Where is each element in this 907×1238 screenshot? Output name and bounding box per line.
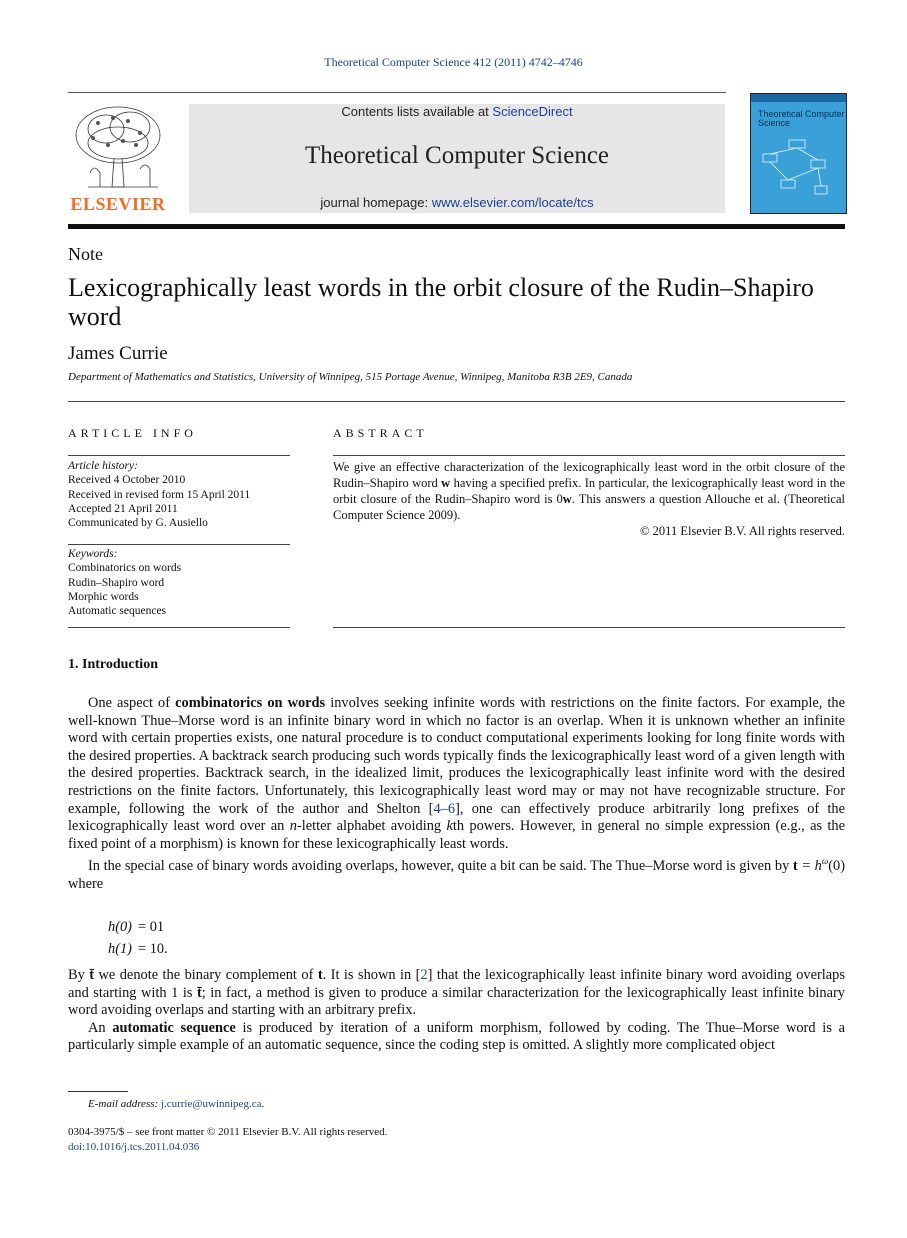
publisher-wordmark: ELSEVIER — [70, 194, 166, 214]
doi-link[interactable]: doi:10.1016/j.tcs.2011.04.036 — [68, 1141, 200, 1153]
article-history — [68, 459, 290, 530]
abstract-heading: ABSTRACT — [333, 426, 428, 440]
email-link[interactable]: j.currie@uwinnipeg.ca — [160, 1098, 262, 1110]
sciencedirect-link[interactable]: ScienceDirect — [492, 104, 573, 119]
journal-banner — [189, 104, 725, 213]
tree-icon — [68, 103, 168, 195]
intro-paragraph-1: One aspect of combinatorics on words involves seeking infinite words with restrictions on the finite factors. For example, the well-known Thue–Morse word is an infinite binary word in which no factor is an overlap. When it is unknown whether an infinite word with certain properties exists, one natural procedure is to conduct computational experiments looking for long finite words with the desired properties. A backtrack search producing such words typically finds the lexicographically least word of a given length with the desired properties. Backtrack search, in the idealized limit, produces the lexicographically least infinite word with the desired restrictions on the finite factors. Unfortunately, this lexicographically least word may or may not have recognizable structure. For example, following the work of the author and Shelton [4–6], one can effectively produce arbitrarily long prefixes of the lexicographically least word over an n-letter alphabet avoiding kth powers. However, in general no simple expression (e.g., as the fixed point of a morphism) is known for these lexicographically least words. — [68, 695, 846, 852]
abstract-text: We give an effective characterization of the lexicographically least word in the orbit closure of the Rudin–Shapiro word w having a specified prefix. In particular, the lexicographically least word in the orbit closure of the Rudin–Shapiro word is 0w. This answers a question Allouche et al. (Theoretical Computer Science 2009). © 2011 Elsevier B.V. All rights reserved. — [333, 460, 845, 538]
citation-link[interactable]: 4–6 — [433, 800, 456, 817]
cover-graph-icon — [751, 134, 846, 213]
footnote-rule — [68, 1091, 128, 1092]
article-info-heading: ARTICLE INFO — [68, 426, 197, 440]
intro-paragraphs-continued — [68, 967, 845, 1055]
citation-link[interactable]: 2 — [420, 967, 428, 983]
issn-line: 0304-3975/$ – see front matter © 2011 Elsevier B.V. All rights reserved. — [68, 1126, 388, 1138]
keyword-item: Combinatorics on words — [68, 562, 182, 575]
email-footnote: E-mail address: j.currie@uwinnipeg.ca. — [88, 1098, 265, 1110]
elsevier-logo — [68, 103, 168, 215]
cover-title: Theoretical Computer Science — [758, 109, 845, 128]
history-item: Accepted 21 April 2011 — [68, 502, 178, 515]
intro-paragraph-2: In the special case of binary words avoiding overlaps, however, quite a bit can be said. The Thue–Morse word is given by $t = h^\omega(0)$ where — [68, 856, 845, 892]
article-type: Note — [68, 244, 103, 264]
author-affiliation: Department of Mathematics and Statistics, University of Winnipeg, 515 Portage Avenue, Winnipeg, Manitoba R3B 2E9, Canada — [68, 371, 633, 383]
intro-paragraph-4: An automatic sequence is produced by iteration of a uniform morphism, followed by coding. The Thue–Morse word is a particularly simple example of an automatic sequence, since the coding step is omitted. A slightly more complicated object — [68, 1019, 846, 1054]
keyword-item: Morphic words — [68, 590, 139, 603]
intro-paragraph-3: By t̄ we denote the binary complement of t. It is shown in [2] that the lexicographically least infinite binary word avoiding overlaps and starting with 1 is t̄; in fact, a method is given to produce a similar characterization for the lexicographically least infinite binary word avoiding overlaps and starting with an arbitrary prefix. — [68, 967, 846, 1019]
history-item: Communicated by G. Ausiello — [68, 517, 208, 530]
issn-block — [68, 1125, 387, 1155]
paper-title: Lexicographically least words in the orbit closure of the Rudin–Shapiro word — [68, 273, 814, 331]
journal-cover — [750, 93, 847, 214]
journal-citation: Theoretical Computer Science 412 (2011) 4742–4746 — [324, 55, 583, 69]
homepage-line: journal homepage: www.elsevier.com/locate/tcs — [320, 195, 594, 210]
keyword-item: Rudin–Shapiro word — [68, 576, 165, 589]
morphism-equations: h(0) = 01 h(1) = 10. — [108, 919, 168, 957]
section-heading-introduction: 1. Introduction — [68, 657, 158, 672]
abstract-copyright: © 2011 Elsevier B.V. All rights reserved. — [640, 524, 845, 538]
contents-line: Contents lists available at ScienceDirect — [341, 104, 573, 119]
homepage-link[interactable]: www.elsevier.com/locate/tcs — [431, 195, 594, 210]
history-label: Article history: — [68, 460, 138, 472]
keywords — [68, 547, 290, 618]
header-rule — [68, 92, 726, 93]
history-item: Received in revised form 15 April 2011 — [68, 488, 251, 501]
author-name: James Currie — [68, 343, 168, 364]
keyword-item: Automatic sequences — [68, 605, 167, 618]
intro-paragraphs — [68, 695, 845, 893]
header-thick-rule — [68, 224, 845, 229]
title-rule — [68, 401, 845, 402]
history-item: Received 4 October 2010 — [68, 474, 186, 487]
keywords-label: Keywords: — [68, 548, 118, 560]
journal-title: Theoretical Computer Science — [304, 142, 610, 169]
